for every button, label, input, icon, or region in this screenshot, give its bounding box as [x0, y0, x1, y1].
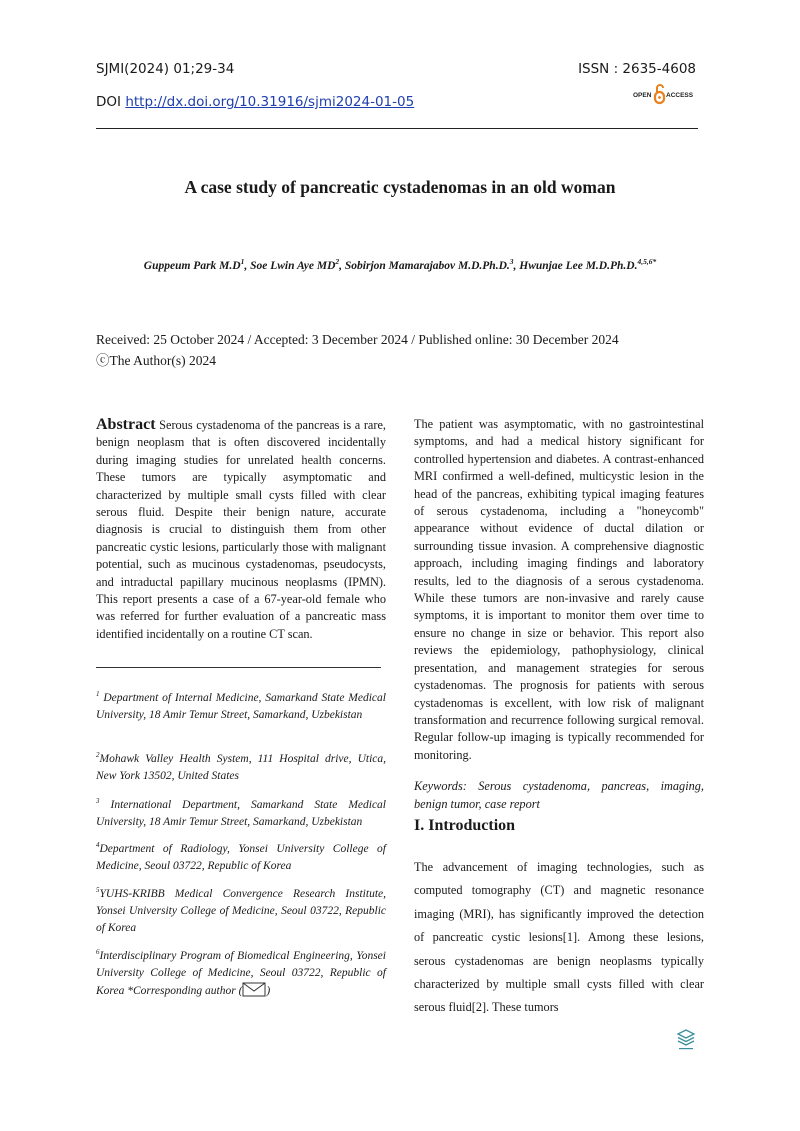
- affiliation-number: 6: [96, 948, 100, 956]
- introduction-heading: I. Introduction: [414, 817, 516, 834]
- affiliation-number: 3: [96, 797, 100, 805]
- copyright-notice: ⓒThe Author(s) 2024: [96, 353, 216, 368]
- introduction-text: The advancement of imaging technologies, such as computed tomography (CT) and magnetic resonance imaging (MRI), has significantly improved the detection of pancreatic cystic lesions[1]. Among these lesions, serous cystadenomas are benign neoplasms typically characterized by multiple small cysts filled with clear serous fluid[2]. These tumors: [414, 860, 704, 1015]
- author-affiliation-mark: 1: [240, 257, 245, 266]
- affiliation-text: International Department, Samarkand State Medical University, 18 Amir Temur Street, Samarkand, Uzbekistan: [96, 798, 386, 828]
- affiliation-number: 2: [96, 751, 100, 759]
- oa-logo-text-right: ACCESS: [666, 92, 694, 99]
- doi-link[interactable]: http://dx.doi.org/10.31916/sjmi2024-01-05: [125, 94, 415, 110]
- affiliation-3: [96, 793, 386, 831]
- affiliation-text: Interdisciplinary Program of Biomedical Engineering, Yonsei University College of Medicine, Seoul 03722, Republic of Korea *Corresponding author (: [96, 949, 386, 997]
- author-list: Guppeum Park $M.D^1$, Soe Lwin Aye $MD^2$, Sobirjon Mamarajabov M.D.Ph.D.$^3$, Hwunjae Lee M.D.Ph.D.$^{4,5,6*}$: [143, 257, 657, 272]
- author-name: Guppeum Park M.D: [143, 259, 241, 272]
- affiliation-6: [96, 944, 386, 1000]
- abstract-continued-text: The patient was asymptomatic, with no gastrointestinal symptoms, and had a medical history significant for controlled hypertension and diabetes. A contrast-enhanced MRI confirmed a well-defined, multicystic lesion in the head of the pancreas, exhibiting typical imaging features of serous cystadenoma, including a "honeycomb" appearance without evidence of ductal dilation or surrounding tissue invasion. A comprehensive diagnostic approach, including imaging findings and laboratory results, led to the diagnosis of a serous cystadenoma. While these tumors are non-invasive and rarely cause symptoms, it is important to monitor them over time to ensure no change in size or behavior. This report also reviews the epidemiology, pathophysiology, clinical presentation, and management strategies for serous cystadenomas. The prognosis for patients with serous cystadenomas is excellent, with low risk of malignant transformation and recurrence following surgical removal. Regular follow-up imaging is typically recommended for monitoring.: [414, 417, 704, 762]
- publication-dates: Received: 25 October 2024 / Accepted: 3 December 2024 / Published online: 30 December 2024: [96, 332, 619, 347]
- affiliation-5: [96, 882, 386, 937]
- abstract-right-column: [414, 416, 704, 813]
- author-name: Soe Lwin Aye MD: [250, 259, 336, 272]
- open-access-logo: [633, 83, 705, 105]
- doi-label: DOI: [96, 94, 122, 110]
- abstract-text: Serous cystadenoma of the pancreas is a rare, benign neoplasm that is often discovered incidentally during imaging studies for unrelated health concerns. These tumors are typically asymptomatic and characterized by multiple small cysts filled with clear serous fluid. Despite their benign nature, accurate diagnosis is crucial to distinguish them from other pancreatic cystic lesions, particularly those with malignant potential, such as mucinous cystadenomas, pseudocysts, and intraductal papillary mucinous neoplasms (IPMN). This report presents a case of a 67-year-old female who was referred for further evaluation of a pancreatic mass identified incidentally on a routine CT scan.: [96, 418, 386, 641]
- affiliation-number: 5: [96, 886, 100, 894]
- author-name: Sobirjon Mamarajabov M.D.Ph.D.: [344, 259, 510, 272]
- open-access-lock-icon: [655, 85, 664, 103]
- envelope-icon[interactable]: [242, 982, 266, 997]
- keywords: Keywords: Serous cystadenoma, pancreas, imaging, benign tumor, case report: [414, 779, 704, 811]
- article-title: A case study of pancreatic cystadenomas in an old woman: [184, 177, 616, 197]
- issn: ISSN : 2635-4608: [578, 61, 696, 77]
- abstract-left-column: [96, 416, 386, 643]
- publisher-logo-icon: [676, 1029, 696, 1051]
- affiliation-1: [96, 686, 386, 724]
- author-affiliation-mark: 4,5,6*: [637, 257, 657, 266]
- affiliation-text: Department of Internal Medicine, Samarkand State Medical University, 18 Amir Temur Street, Samarkand, Uzbekistan: [96, 691, 386, 721]
- journal-reference: SJMI(2024) 01;29-34: [96, 61, 235, 77]
- affiliation-text: YUHS-KRIBB Medical Convergence Research Institute, Yonsei University College of Medicine, Seoul 03722, Republic of Korea: [96, 887, 386, 934]
- header-divider: [96, 128, 698, 129]
- affiliation-number: 4: [96, 841, 100, 849]
- author-name: Hwunjae Lee M.D.Ph.D.: [519, 259, 638, 272]
- oa-logo-text-left: OPEN: [633, 92, 652, 99]
- author-affiliation-mark: 3: [509, 257, 514, 266]
- abstract-heading: Abstract: [96, 416, 156, 433]
- doi-line: [96, 94, 414, 110]
- affiliation-text: Department of Radiology, Yonsei University College of Medicine, Seoul 03722, Republic of Korea: [96, 842, 386, 872]
- footnote-divider: [96, 667, 381, 668]
- affiliation-number: 1: [96, 690, 100, 698]
- affiliation-text: Mohawk Valley Health System, 111 Hospital drive, Utica, New York 13502, United States: [96, 752, 386, 782]
- author-affiliation-mark: 2: [335, 257, 340, 266]
- affiliation-4: [96, 837, 386, 875]
- affiliation-close: ): [266, 984, 271, 997]
- affiliation-2: [96, 747, 386, 785]
